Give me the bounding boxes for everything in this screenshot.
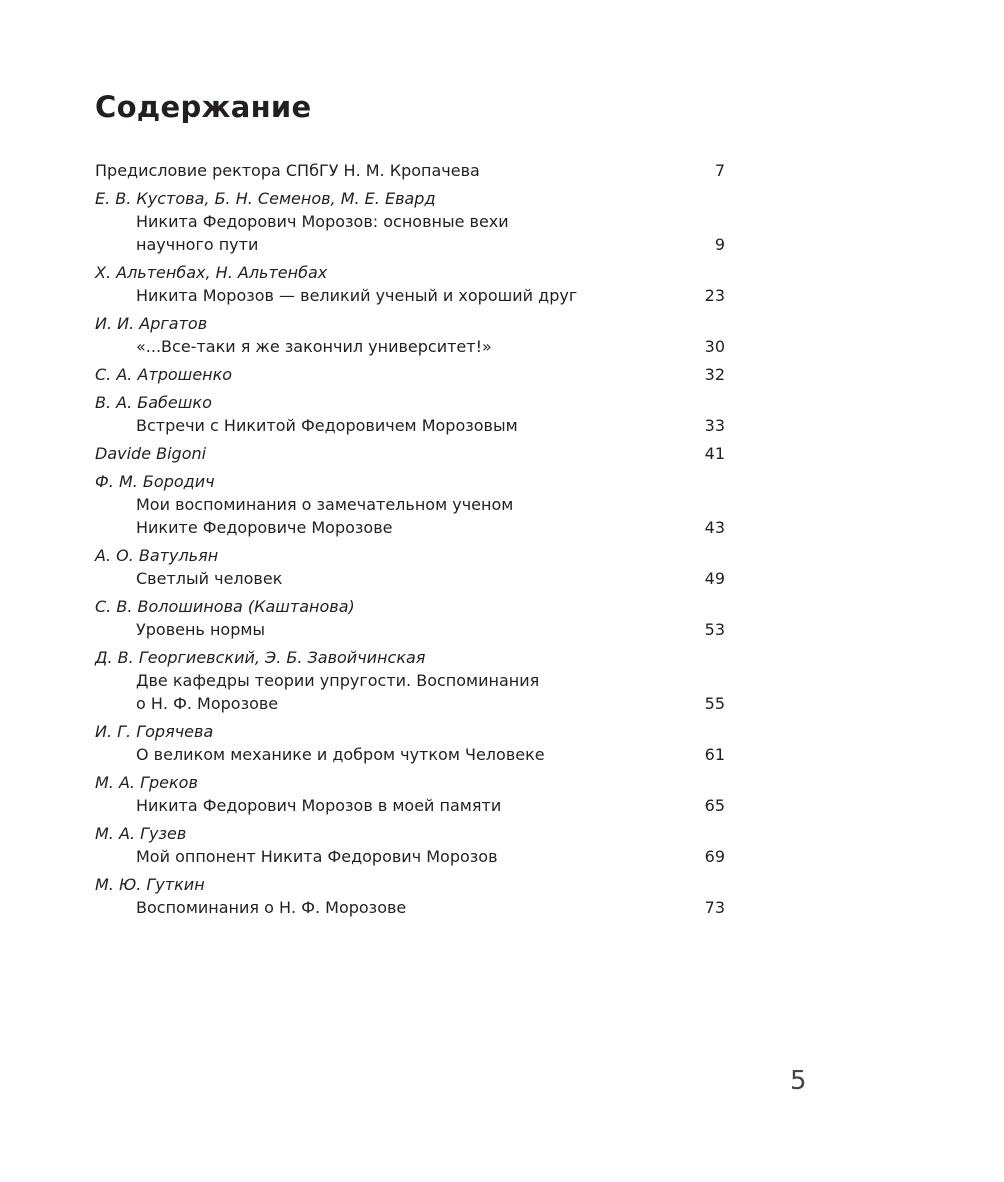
toc-entry: [95, 363, 725, 386]
toc-author: М. Ю. Гуткин: [95, 875, 205, 894]
toc-title-line: [95, 284, 725, 307]
page-number: 5: [790, 1066, 807, 1096]
toc-title: Воспоминания о Н. Ф. Морозове: [136, 898, 407, 917]
toc-author: Е. В. Кустова, Б. Н. Семенов, М. Е. Евард: [95, 189, 436, 208]
toc-title-line: [95, 567, 725, 590]
toc-author: Д. В. Георгиевский, Э. Б. Завойчинская: [95, 648, 426, 667]
toc-title: Две кафедры теории упругости. Воспоминания: [136, 671, 540, 690]
toc-title-line: [95, 516, 725, 539]
toc-page-number: 32: [704, 365, 725, 384]
toc-entry: [95, 442, 725, 465]
toc-title-line: [95, 743, 725, 766]
toc-page-number: 69: [704, 847, 725, 866]
toc-title: научного пути: [136, 235, 259, 254]
toc-title: О великом механике и добром чутком Человеке: [136, 745, 545, 764]
toc-entry: [95, 873, 725, 919]
toc-title-line: [95, 669, 725, 692]
toc-title-line: [95, 692, 725, 715]
toc-author: Х. Альтенбах, Н. Альтенбах: [95, 263, 328, 282]
toc-page-number: 7: [714, 161, 725, 180]
toc-title-line: [95, 794, 725, 817]
toc-entry: [95, 261, 725, 307]
toc-page-number: 30: [704, 337, 725, 356]
toc-author-line: [95, 873, 725, 896]
toc-entry: [95, 771, 725, 817]
toc-author: А. О. Ватульян: [95, 546, 219, 565]
toc-author-line: [95, 261, 725, 284]
toc-page-number: 41: [704, 444, 725, 463]
toc-entry: [95, 646, 725, 715]
toc-author-line: [95, 363, 725, 386]
toc-author-line: [95, 646, 725, 669]
page-title: Содержание: [95, 90, 312, 124]
toc-author-line: [95, 442, 725, 465]
toc-author: С. В. Волошинова (Каштанова): [95, 597, 355, 616]
toc-title: Встречи с Никитой Федоровичем Морозовым: [136, 416, 518, 435]
toc-author-line: [95, 822, 725, 845]
toc-page-number: 49: [704, 569, 725, 588]
toc-title: Мой оппонент Никита Федорович Морозов: [136, 847, 498, 866]
toc-author-line: [95, 720, 725, 743]
toc-title: Предисловие ректора СПбГУ Н. М. Кропачева: [95, 161, 480, 180]
toc-author-line: [95, 391, 725, 414]
toc-title: «...Все-таки я же закончил университет!»: [136, 337, 492, 356]
toc-author: Davide Bigoni: [95, 444, 207, 463]
toc-title: Мои воспоминания о замечательном ученом: [136, 495, 514, 514]
toc-author-line: [95, 312, 725, 335]
toc-author: В. А. Бабешко: [95, 393, 212, 412]
toc-page-number: 23: [704, 286, 725, 305]
toc-author-line: [95, 187, 725, 210]
toc-author: М. А. Гузев: [95, 824, 187, 843]
toc-entry: [95, 822, 725, 868]
toc-title: Светлый человек: [136, 569, 283, 588]
toc-entry: [95, 595, 725, 641]
toc-title-line: [95, 159, 725, 182]
toc-title-line: [95, 896, 725, 919]
toc-author-line: [95, 771, 725, 794]
toc-page-number: 61: [704, 745, 725, 764]
toc-entry: [95, 720, 725, 766]
toc-title-line: [95, 210, 725, 233]
toc-title-line: [95, 414, 725, 437]
toc-title: Уровень нормы: [136, 620, 266, 639]
toc-author: Ф. М. Бородич: [95, 472, 215, 491]
toc-page-number: 9: [714, 235, 725, 254]
toc-title: Никита Федорович Морозов: основные вехи: [136, 212, 509, 231]
toc-entry: [95, 544, 725, 590]
toc-entry: [95, 187, 725, 256]
toc-title: Никита Федорович Морозов в моей памяти: [136, 796, 502, 815]
toc-title: Никите Федоровиче Морозове: [136, 518, 393, 537]
toc-page-number: 73: [704, 898, 725, 917]
toc-title-line: [95, 493, 725, 516]
toc-title-line: [95, 618, 725, 641]
table-of-contents: [95, 159, 725, 924]
toc-page-number: 65: [704, 796, 725, 815]
toc-author: И. Г. Горячева: [95, 722, 214, 741]
toc-author: И. И. Аргатов: [95, 314, 208, 333]
toc-title-line: [95, 233, 725, 256]
toc-author: С. А. Атрошенко: [95, 365, 233, 384]
toc-entry: [95, 159, 725, 182]
toc-title-line: [95, 335, 725, 358]
toc-page-number: 33: [704, 416, 725, 435]
toc-title-line: [95, 845, 725, 868]
toc-page-number: 43: [704, 518, 725, 537]
toc-title: о Н. Ф. Морозове: [136, 694, 279, 713]
toc-author-line: [95, 595, 725, 618]
toc-author: М. А. Греков: [95, 773, 198, 792]
toc-title: Никита Морозов — великий ученый и хороший друг: [136, 286, 578, 305]
toc-entry: [95, 312, 725, 358]
toc-page-number: 53: [704, 620, 725, 639]
toc-author-line: [95, 544, 725, 567]
toc-author-line: [95, 470, 725, 493]
toc-page-number: 55: [704, 694, 725, 713]
toc-entry: [95, 391, 725, 437]
toc-entry: [95, 470, 725, 539]
